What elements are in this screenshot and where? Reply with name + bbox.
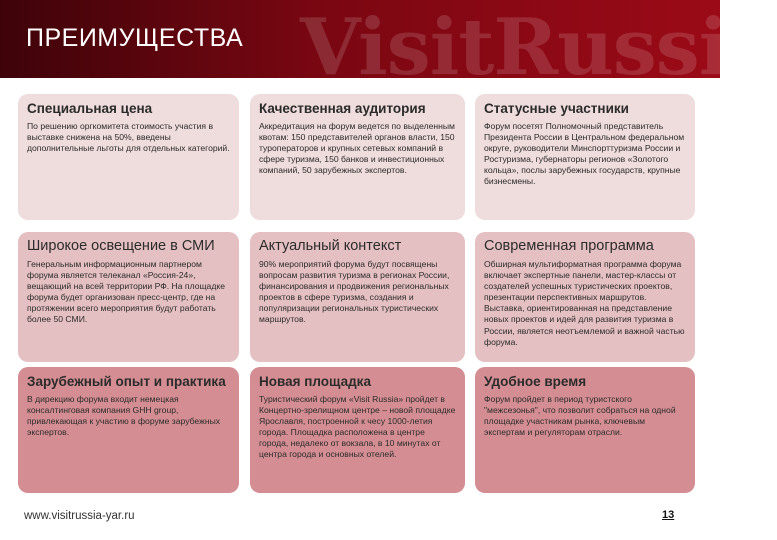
card-actual-context	[250, 232, 465, 362]
card-title: Широкое освещение в СМИ	[27, 238, 215, 254]
card-title: Новая площадка	[259, 374, 371, 389]
footer-website-link[interactable]: www.visitrussia-yar.ru	[24, 510, 135, 522]
card-body: Аккредитация на форум ведется по выделенным квотам: 150 представителей органов власти, 150 туроператоров и крупных сетевых компаний в сфере туризма, 150 банков и инвестиционных компаний, 50 зарубежных экспертов.	[259, 121, 455, 176]
card-body: Форум пройдет в период туристского "межсезонья", что позволит собраться на одной площадке участникам рынка, ключевым экспертам и регуляторам отрасли.	[484, 394, 676, 438]
header-banner	[0, 0, 777, 93]
card-body: Генеральным информационным партнером форума является телеканал «Россия-24», вещающий на всей территории РФ. На площадке форума будет организован пресс-центр, где на протяжении всего мероприятия будут работать более 50 СМИ.	[27, 259, 225, 325]
card-quality-audience	[250, 94, 465, 220]
card-body: Обширная мультиформатная программа форума включает экспертные панели, мастер-классы от создателей успешных туристических проектов, презентации перспективных маршрутов. Выставка, ориентированная на представление новых проектов и идей для развития туризма в России, является неотъемлемой и важной частью форума.	[484, 259, 685, 347]
card-status-participants	[475, 94, 695, 220]
card-new-venue	[250, 367, 465, 493]
page-number: 13	[662, 509, 675, 521]
visitrussia-watermark-logo: VisitRussia	[300, 2, 777, 93]
card-title: Специальная цена	[27, 101, 153, 116]
card-title: Зарубежный опыт и практика	[27, 374, 226, 389]
card-body: 90% мероприятий форума будут посвящены вопросам развития туризма в регионах России, финансирования и продвижения региональных проектов в сфере туризма, создания и популяризации региональных туристических маршрутов.	[259, 259, 450, 325]
card-convenient-time	[475, 367, 695, 493]
card-body: По решению оргкомитета стоимость участия в выставке снижена на 50%, введены дополнительные льготы для отдельных категорий.	[27, 121, 230, 154]
slide-title: ПРЕИМУЩЕСТВА	[26, 24, 244, 52]
card-title: Статусные участники	[484, 101, 629, 116]
card-title: Актуальный контекст	[259, 238, 402, 254]
card-title: Качественная аудитория	[259, 101, 426, 116]
card-title: Удобное время	[484, 374, 587, 389]
card-special-price	[18, 94, 239, 220]
card-modern-program	[475, 232, 695, 362]
card-title: Современная программа	[484, 238, 654, 254]
card-body: Форум посетят Полномочный представитель Президента России в Центральном федеральном округе, руководители Минспорттуризма России и Ростуризма, губернаторы регионов «Золотого кольца», послы зарубежных государств, крупные бизнесмены.	[484, 121, 685, 187]
card-media-coverage	[18, 232, 239, 362]
card-body: Туристический форум «Visit Russia» пройдет в Концертно-зрелищном центре – новой площадке Ярославля, построенной к чесу 1000-летия города. Площадка расположена в центре города, недалеко от вокзала, в 10 минутах от центра города и основных отелей.	[259, 394, 456, 460]
card-foreign-experience	[18, 367, 239, 493]
card-body: В дирекцию форума входит немецкая консалтинговая компания GHH group, привлекающая к участию в форуме зарубежных экспертов.	[27, 394, 221, 438]
